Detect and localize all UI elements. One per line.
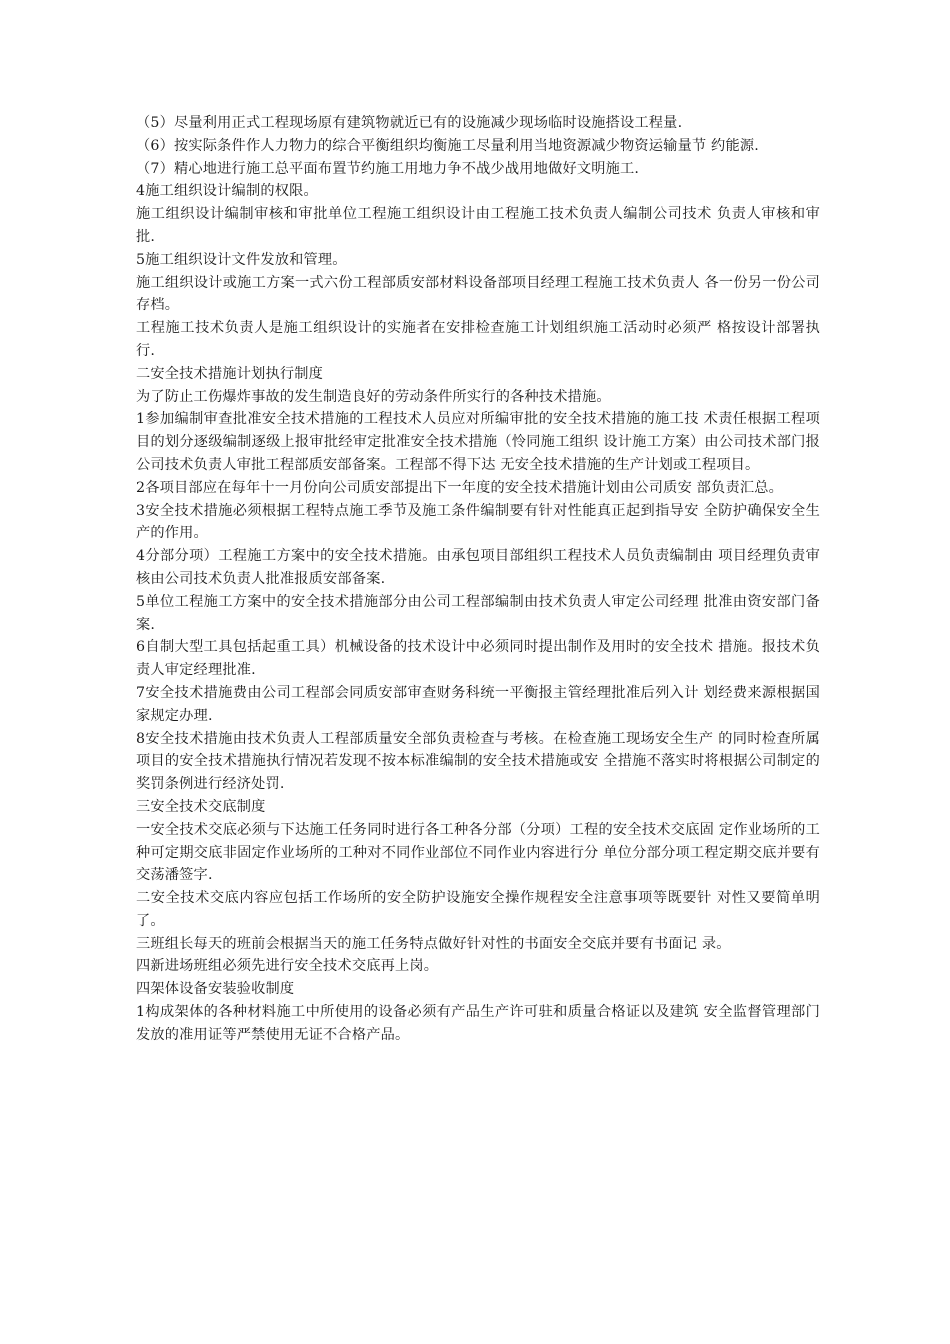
paragraph: 5单位工程施工方案中的安全技术措施部分由公司工程部编制由技术负责人审定公司经理 批准由资安部门备案. [136,593,820,633]
paragraph: 施工组织设计或施工方案一式六份工程部质安部材料设备部项目经理工程施工技术负责人 各一份另一份公司存档。 [136,274,820,314]
paragraph: 1构成架体的各种材料施工中所使用的设备必须有产品生产许可驻和质量合格证以及建筑 安全监督管理部门发放的准用证等严禁使用无证不合格产品。 [136,1004,820,1043]
paragraph: 工程施工技术负责人是施工组织设计的实施者在安排检查施工计划组织施工活动时必须严 格按设计部署执行. [136,320,820,359]
section-heading: 5施工组织设计文件发放和管理。 [136,251,347,268]
paragraph: 3安全技术措施必须根据工程特点施工季节及施工条件编制要有针对性能真正起到指导安 全防护确保安全生产的作用。 [136,502,820,542]
paragraph: 三班组长每天的班前会根据当天的施工任务特点做好针对性的书面安全交底并要有书面记 录。 [136,935,731,952]
paragraph: 四新进场班组必须先进行安全技术交底再上岗。 [136,958,439,975]
paragraph: 8安全技术措施由技术负责人工程部质量安全部负责检查与考核。在检查施工现场安全生产 的同时检查所属项目的安全技术措施执行情况若发现不按本标准编制的安全技术措施或安 全措施不落实时将根据公司制定的奖罚条例进行经济处罚. [136,730,820,793]
paragraph: 施工组织设计编制审核和审批单位工程施工组织设计由工程施工技术负责人编制公司技术 负责人审核和审批. [136,206,820,245]
paragraph: （7）精心地进行施工总平面布置节约施工用地力争不战少战用地做好文明施工. [136,160,640,177]
section-heading: 4施工组织设计编制的权限。 [136,183,318,200]
paragraph: 为了防止工伤爆炸事故的发生制造良好的劳动条件所实行的各种技术措施。 [136,388,611,405]
paragraph: 4分部分项）工程施工方案中的安全技术措施。由承包项目部组织工程技术人员负责编制由 项目经理负责审核由公司技术负责人批准报质安部备案. [136,548,820,587]
paragraph: 二安全技术交底内容应包括工作场所的安全防护设施安全操作规程安全注意事项等既要针 对性又要简单明了。 [136,890,820,929]
paragraph: （5）尽量利用正式工程现场原有建筑物就近已有的设施减少现场临时设施搭设工程量. [136,115,683,131]
paragraph: 7安全技术措施费由公司工程部会同质安部审查财务科统一平衡报主管经理批准后列入计 划经费来源根据国家规定办理. [136,684,820,724]
section-heading: 四架体设备安装验收制度 [136,981,295,998]
paragraph: （6）按实际条件作人力物力的综合平衡组织均衡施工尽量利用当地资源减少物资运输量节 约能源. [136,137,759,154]
paragraph: 一安全技术交底必须与下达施工任务同时进行各工种各分部（分项）工程的安全技术交底固 定作业场所的工种可定期交底非固定作业场所的工种对不同作业部位不同作业内容进行分 单位分部分项工程定期交底并要有交荡潘签字. [136,821,820,884]
paragraph: 2各项目部应在每年十一月份向公司质安部提出下一年度的安全技术措施计划由公司质安 部负责汇总。 [136,479,783,496]
section-heading: 三安全技术交底制度 [136,798,266,815]
document-body [136,112,820,1047]
section-heading: 二安全技术措施计划执行制度 [136,365,324,382]
paragraph: 1参加编制审查批准安全技术措施的工程技术人员应对所编审批的安全技术措施的施工技 术责任根据工程项目的划分逐级编制逐级上报审批经审定批准安全技术措施（怜同施工组织 设计施工方案）由公司技术部门报公司技术负责人审批工程部质安部备案。工程部不得下达 无安全技术措施的生产计划或工程项目。 [136,411,820,473]
paragraph: 6自制大型工具包括起重工具）机械设备的技术设计中必须同时提出制作及用时的安全技术 措施。报技术负责人审定经理批准. [136,639,820,679]
